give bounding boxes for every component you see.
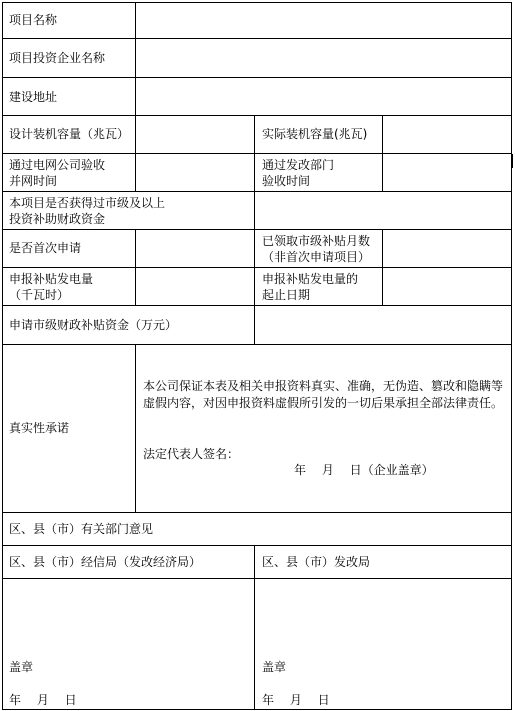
label-design-capacity: 设计装机容量（兆瓦） [9, 127, 130, 141]
label-dev-bureau: 区、县（市）发改局 [262, 555, 371, 569]
rule [135, 2, 136, 116]
rule [511, 2, 512, 710]
rule [2, 115, 512, 116]
rule [135, 229, 136, 306]
rule [2, 153, 512, 154]
label-months-received-2: （非首次申请项目） [262, 250, 371, 264]
label-grid-accept-1: 通过电网公司验收 [9, 158, 106, 172]
label-first-apply: 是否首次申请 [9, 241, 82, 255]
label-project-name: 项目名称 [9, 13, 58, 27]
rule [2, 344, 512, 345]
rule [2, 229, 512, 230]
rule [2, 77, 512, 78]
label-seal-right: 盖章 [262, 660, 287, 674]
label-power-1: 申报补贴发电量 [9, 272, 94, 286]
label-period-2: 起止日期 [262, 288, 311, 302]
label-period-1: 申报补贴发电量的 [262, 272, 359, 286]
label-dev-accept-2: 验收时间 [262, 174, 311, 188]
label-dev-accept-1: 通过发改部门 [262, 158, 335, 172]
label-date-left: 年 月 日 [9, 693, 77, 707]
label-investor-name: 项目投资企业名称 [9, 51, 106, 65]
label-seal-left: 盖章 [9, 660, 34, 674]
rule [2, 545, 512, 546]
label-power-2: （千瓦时） [9, 288, 70, 302]
rule [2, 2, 3, 710]
rule [2, 2, 512, 3]
rule [2, 191, 512, 192]
label-grid-accept-2: 并网时间 [9, 174, 58, 188]
label-actual-capacity: 实际装机容量(兆瓦) [262, 127, 368, 141]
label-fund-request: 申请市级财政补贴资金（万元） [9, 318, 178, 332]
rule [2, 38, 512, 39]
rule [382, 229, 383, 306]
rule [2, 709, 512, 710]
label-subsidy-before-1: 本项目是否获得过市级及以上 [9, 196, 166, 210]
rule [2, 578, 512, 579]
rule [135, 344, 136, 513]
rule [2, 267, 512, 268]
rule [2, 305, 512, 306]
rule [2, 512, 512, 513]
rule [135, 115, 136, 192]
label-months-received-1: 已领取市级补贴月数 [262, 234, 371, 248]
date-seal-line: 年 月 日（企业盖章） [294, 463, 434, 477]
rule [512, 154, 513, 168]
rule [254, 115, 255, 345]
label-date-right: 年 月 日 [262, 693, 330, 707]
label-dept-opinion: 区、县（市）有关部门意见 [9, 522, 154, 536]
rule [254, 545, 255, 710]
label-location: 建设地址 [9, 90, 58, 104]
label-econ-bureau: 区、县（市）经信局（发改经济局） [9, 555, 202, 569]
label-subsidy-before-2: 投资补助财政资金 [9, 212, 106, 226]
label-legal-rep: 法定代表人签名： [143, 447, 240, 461]
label-authenticity: 真实性承诺 [9, 421, 70, 435]
rule [382, 115, 383, 192]
commitment-text: 本公司保证本表及相关申报资料真实、准确，无伪造、篡改和隐瞒等虚假内容，对因申报资料虚假所引发的一切后果承担全部法律责任。 [143, 379, 504, 410]
